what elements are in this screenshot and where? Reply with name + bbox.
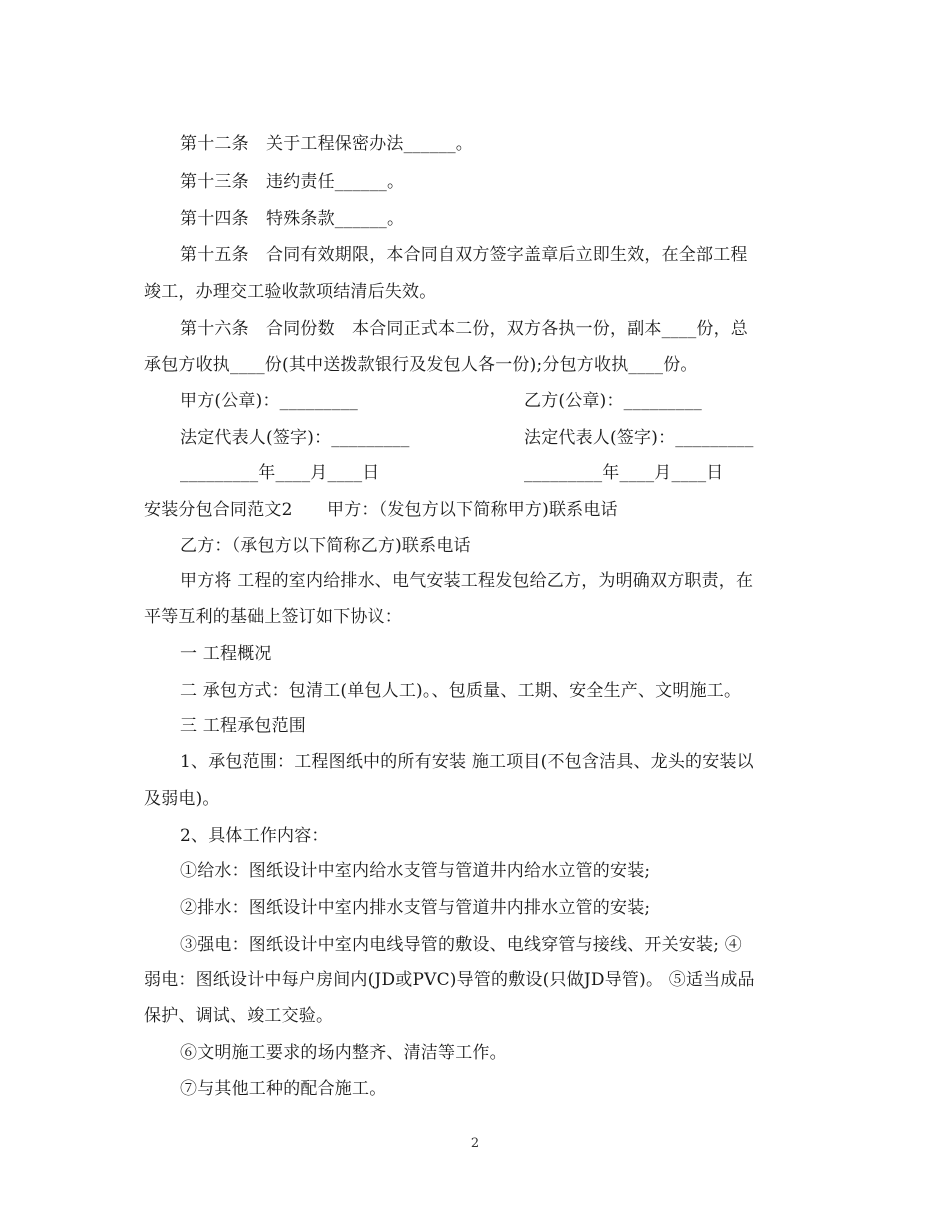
clause-12: 第十二条 关于工程保密办法______。 <box>180 134 473 154</box>
party-b-representative: 法定代表人(签字)：_________ <box>524 428 754 448</box>
section-3-heading: 三 工程承包范围 <box>180 716 307 736</box>
agreement-intro-line-2: 平等互利的基础上签订如下协议： <box>144 607 402 627</box>
work-item-coordination: ⑦与其他工种的配合施工。 <box>180 1079 387 1099</box>
party-a-date: _________年____月____日 <box>180 463 380 483</box>
clause-16-line-1: 第十六条 合同份数 本合同正式本二份，双方各执一份，副本____份，总 <box>180 319 748 339</box>
clause-15-line-2: 竣工，办理交工验收款项结清后失效。 <box>144 282 437 302</box>
work-item-weak-current: 弱电：图纸设计中每户房间内(JD或PVC)导管的敷设(只做JD导管)。 ⑤适当成品 <box>144 970 755 990</box>
work-item-strong-current: ③强电：图纸设计中室内电线导管的敷设、电线穿管与接线、开关安装; ④ <box>180 935 742 955</box>
party-b-date: _________年____月____日 <box>524 463 724 483</box>
work-item-civilized-construction: ⑥文明施工要求的场内整齐、清洁等工作。 <box>180 1043 507 1063</box>
work-item-water-supply: ①给水：图纸设计中室内给水支管与管道井内给水立管的安装; <box>180 861 651 881</box>
page-number: 2 <box>470 1136 480 1151</box>
party-a-seal: 甲方(公章)：_________ <box>180 391 358 411</box>
party-b-intro: 乙方：（承包方以下简称乙方)联系电话 <box>180 536 471 556</box>
section-1-heading: 一 工程概况 <box>180 644 272 664</box>
clause-15-line-1: 第十五条 合同有效期限，本合同自双方签字盖章后立即生效，在全部工程 <box>180 245 748 265</box>
party-a-representative: 法定代表人(签字)：_________ <box>180 428 410 448</box>
clause-16-line-2: 承包方收执____份(其中送拨款银行及发包人各一份);分包方收执____份。 <box>144 355 698 375</box>
work-item-drainage: ②排水：图纸设计中室内排水支管与管道井内排水立管的安装; <box>180 898 651 918</box>
clause-13: 第十三条 违约责任______。 <box>180 172 405 192</box>
clause-14: 第十四条 特殊条款______。 <box>180 209 405 229</box>
scope-line-2: 及弱电)。 <box>144 789 220 809</box>
section-2-contract-method: 二 承包方式：包清工(单包人工)。、包质量、工期、安全生产、文明施工。 <box>180 681 742 701</box>
work-content-heading: 2、具体工作内容： <box>180 826 329 846</box>
agreement-intro-line-1: 甲方将 工程的室内给排水、电气安装工程发包给乙方，为明确双方职责，在 <box>180 571 754 591</box>
work-item-protection: 保护、调试、竣工交验。 <box>144 1006 334 1026</box>
party-b-seal: 乙方(公章)：_________ <box>524 391 702 411</box>
scope-line-1: 1、承包范围：工程图纸中的所有安装 施工项目(不包含洁具、龙头的安装以 <box>180 752 754 772</box>
contract-2-heading: 安装分包合同范文2 甲方：（发包方以下简称甲方)联系电话 <box>144 500 618 520</box>
